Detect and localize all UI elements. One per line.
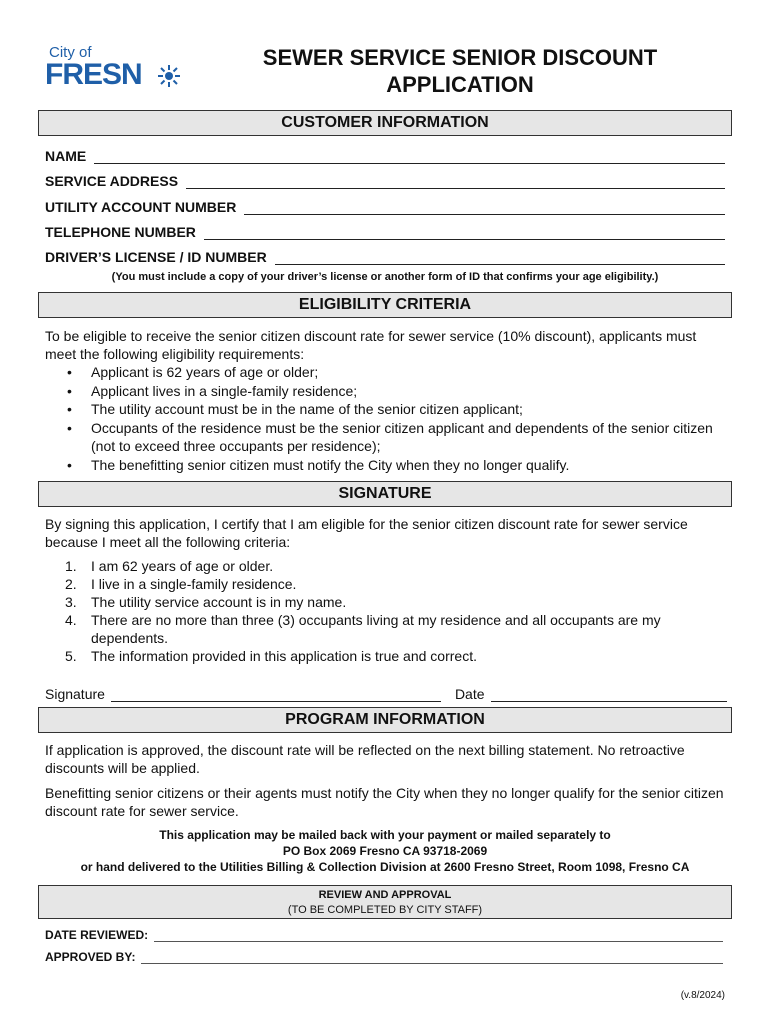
list-text: I am 62 years of age or older. <box>91 558 274 574</box>
review-subtitle: (TO BE COMPLETED BY CITY STAFF) <box>287 904 483 916</box>
eligibility-intro: To be eligible to receive the senior citizen discount rate for sewer service (10% discount), applicants must meet the following eligibility requirements: <box>45 328 697 362</box>
program-para-1: If application is approved, the discount rate will be reflected on the next billing statement. No retroactive discounts will be applied. <box>45 742 685 776</box>
certification-list <box>65 557 730 665</box>
license-id-field[interactable] <box>45 245 725 265</box>
utility-account-field[interactable] <box>45 195 725 215</box>
list-number: 4. <box>65 612 77 628</box>
list-item <box>65 575 730 593</box>
program-para-2: Benefitting senior citizens or their agents must notify the City when they no longer qualify for the senior citizen discount rate for sewer service. <box>45 785 724 819</box>
form-title-line2: APPLICATION <box>386 72 534 97</box>
eligibility-list <box>65 363 730 474</box>
name-field[interactable] <box>45 144 725 164</box>
mailing-line-3: or hand delivered to the Utilities Billing & Collection Division at 2600 Fresno Street, Room 1098, Fresno CA <box>80 860 690 874</box>
approved-by-label: APPROVED BY: <box>45 950 136 964</box>
list-number: 5. <box>65 648 77 664</box>
list-text: I live in a single-family residence. <box>91 576 297 592</box>
review-approval-box <box>38 885 732 919</box>
program-information-heading: PROGRAM INFORMATION <box>38 707 732 733</box>
utility-account-line[interactable] <box>244 200 725 215</box>
approved-by-line[interactable] <box>141 952 723 964</box>
form-title-line1: SEWER SERVICE SENIOR DISCOUNT <box>262 45 658 70</box>
id-requirement-note: (You must include a copy of your driver’s license or another form of ID that confirms your age eligibility.) <box>111 271 659 283</box>
list-item <box>65 611 730 647</box>
list-text: The information provided in this application is true and correct. <box>91 648 477 664</box>
signature-label: Signature <box>45 686 105 702</box>
license-id-label: DRIVER’S LICENSE / ID NUMBER <box>45 249 267 265</box>
eligibility-criteria-heading: ELIGIBILITY CRITERIA <box>38 292 732 318</box>
list-number: 1. <box>65 558 77 574</box>
list-item: • Applicant lives in a single-family residence; <box>65 382 730 401</box>
list-item <box>65 647 730 665</box>
signature-line[interactable] <box>111 687 441 702</box>
version-label: (v.8/2024) <box>680 990 725 1001</box>
customer-information-heading: CUSTOMER INFORMATION <box>38 110 732 136</box>
name-label: NAME <box>45 148 87 164</box>
approved-by-field[interactable] <box>45 946 723 964</box>
form-title <box>230 44 690 98</box>
date-line[interactable] <box>491 687 727 702</box>
service-address-field[interactable] <box>45 169 725 189</box>
city-of-fresno-logo <box>45 44 185 96</box>
name-line[interactable] <box>94 149 725 164</box>
utility-account-label: UTILITY ACCOUNT NUMBER <box>45 199 237 215</box>
list-item: • Occupants of the residence must be the senior citizen applicant and dependents of the senior citizen (not to exceed three occupants per residence); <box>65 419 730 456</box>
date-reviewed-field[interactable] <box>45 924 723 942</box>
signature-intro: By signing this application, I certify that I am eligible for the senior citizen discount rate for sewer service because I meet all the following criteria: <box>45 516 688 550</box>
date-reviewed-line[interactable] <box>154 930 723 942</box>
telephone-line[interactable] <box>204 225 725 240</box>
license-id-line[interactable] <box>275 250 725 265</box>
list-text: There are no more than three (3) occupants living at my residence and all occupants are my dependents. <box>91 612 661 646</box>
list-item: • The utility account must be in the name of the senior citizen applicant; <box>65 400 730 419</box>
service-address-line[interactable] <box>186 174 725 189</box>
mailing-line-1: This application may be mailed back with your payment or mailed separately to <box>159 828 611 842</box>
date-label: Date <box>454 686 485 702</box>
logo-wordmark: FRESN <box>45 58 142 91</box>
logo-city-text: City of <box>49 44 92 61</box>
list-item: • The benefitting senior citizen must notify the City when they no longer qualify. <box>65 456 730 475</box>
mailing-instructions <box>40 827 730 875</box>
list-number: 3. <box>65 594 77 610</box>
telephone-field[interactable] <box>45 220 725 240</box>
sun-burst-icon <box>157 64 181 88</box>
service-address-label: SERVICE ADDRESS <box>45 173 179 189</box>
list-text: The utility service account is in my name. <box>91 594 347 610</box>
signature-date-row <box>45 682 727 702</box>
list-number: 2. <box>65 576 77 592</box>
review-title: REVIEW AND APPROVAL <box>318 889 452 901</box>
telephone-label: TELEPHONE NUMBER <box>45 224 196 240</box>
list-item: • Applicant is 62 years of age or older; <box>65 363 730 382</box>
date-reviewed-label: DATE REVIEWED: <box>45 928 149 942</box>
list-item <box>65 557 730 575</box>
list-item <box>65 593 730 611</box>
mailing-line-2: PO Box 2069 Fresno CA 93718-2069 <box>282 844 488 858</box>
signature-heading: SIGNATURE <box>38 481 732 507</box>
